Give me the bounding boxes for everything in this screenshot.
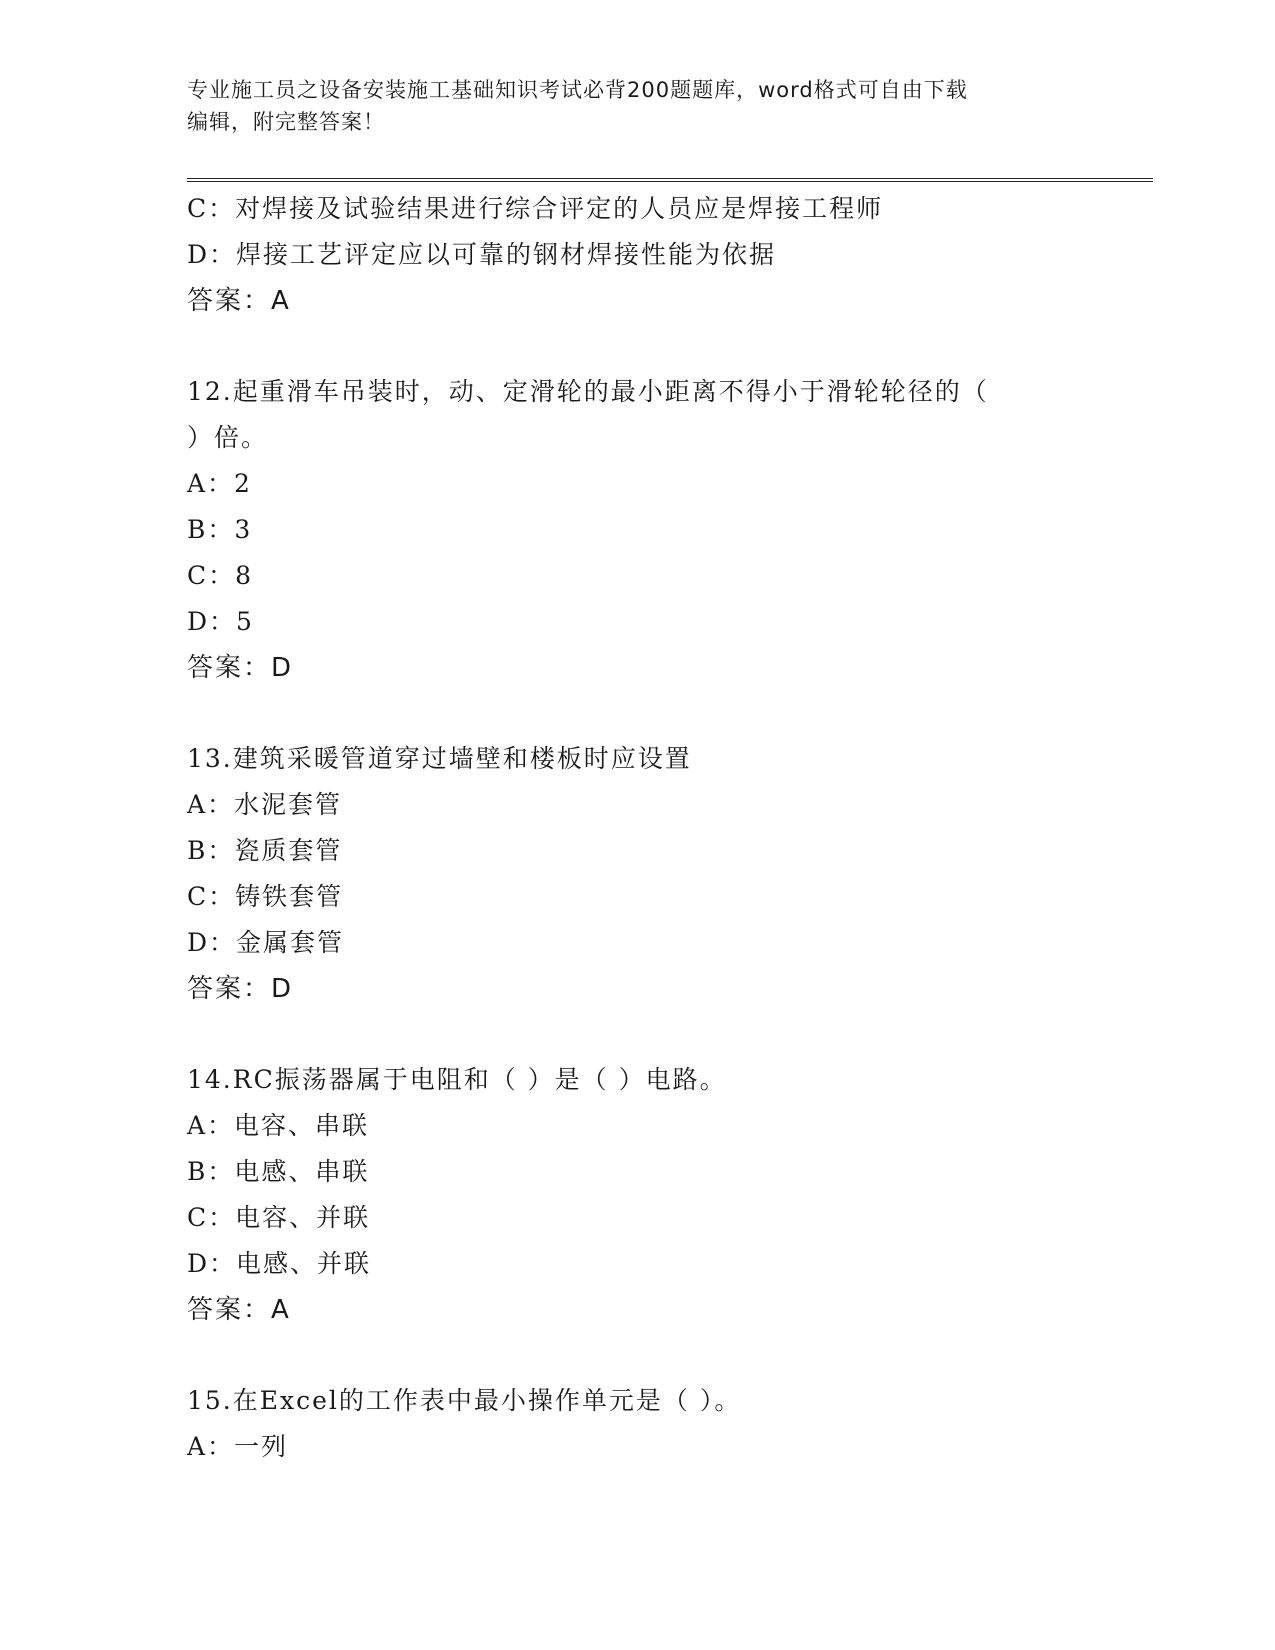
header-line-2: 编辑，附完整答案！ xyxy=(187,110,385,134)
question-text: 14.RC振荡器属于电阻和（ ）是（ ）电路。 xyxy=(187,1065,727,1094)
option-line: A：2 xyxy=(187,469,252,498)
answer-line: 答案：A xyxy=(187,286,291,316)
option-line: C：铸铁套管 xyxy=(187,882,344,911)
question-block-15 xyxy=(187,1378,1087,1470)
question-block-14 xyxy=(187,1057,1087,1333)
question-text: 13.建筑采暖管道穿过墙壁和楼板时应设置 xyxy=(187,744,692,773)
question-block-13 xyxy=(187,736,1087,1012)
header-divider xyxy=(187,178,1153,182)
option-line: A：一列 xyxy=(187,1432,289,1461)
question-block-11 xyxy=(187,186,1087,324)
header-line-1: 专业施工员之设备安装施工基础知识考试必背200题题库，word格式可自由下载 xyxy=(187,78,968,102)
option-line: C：对焊接及试验结果进行综合评定的人员应是焊接工程师 xyxy=(187,194,884,223)
option-line: C：电容、并联 xyxy=(187,1203,371,1232)
option-line: B：3 xyxy=(187,515,253,544)
option-line: D：焊接工艺评定应以可靠的钢材焊接性能为依据 xyxy=(187,240,777,269)
question-block-12 xyxy=(187,369,1087,691)
option-line: A：水泥套管 xyxy=(187,790,343,819)
option-line: B：瓷质套管 xyxy=(187,836,343,865)
option-line: B：电感、串联 xyxy=(187,1157,370,1186)
option-line: D：金属套管 xyxy=(187,928,345,957)
question-text: 12.起重滑车吊装时，动、定滑轮的最小距离不得小于滑轮轮径的（ xyxy=(187,377,989,406)
question-text-continued: ）倍。 xyxy=(187,423,269,452)
document-header xyxy=(187,74,1087,138)
option-line: C：8 xyxy=(187,561,254,590)
answer-line: 答案：D xyxy=(187,653,294,683)
question-list xyxy=(187,186,1087,1470)
answer-line: 答案：D xyxy=(187,974,294,1004)
option-line: A：电容、串联 xyxy=(187,1111,370,1140)
answer-line: 答案：A xyxy=(187,1295,291,1325)
question-text: 15.在Excel的工作表中最小操作单元是（ ）。 xyxy=(187,1386,742,1415)
option-line: D：5 xyxy=(187,607,254,636)
option-line: D：电感、并联 xyxy=(187,1249,372,1278)
